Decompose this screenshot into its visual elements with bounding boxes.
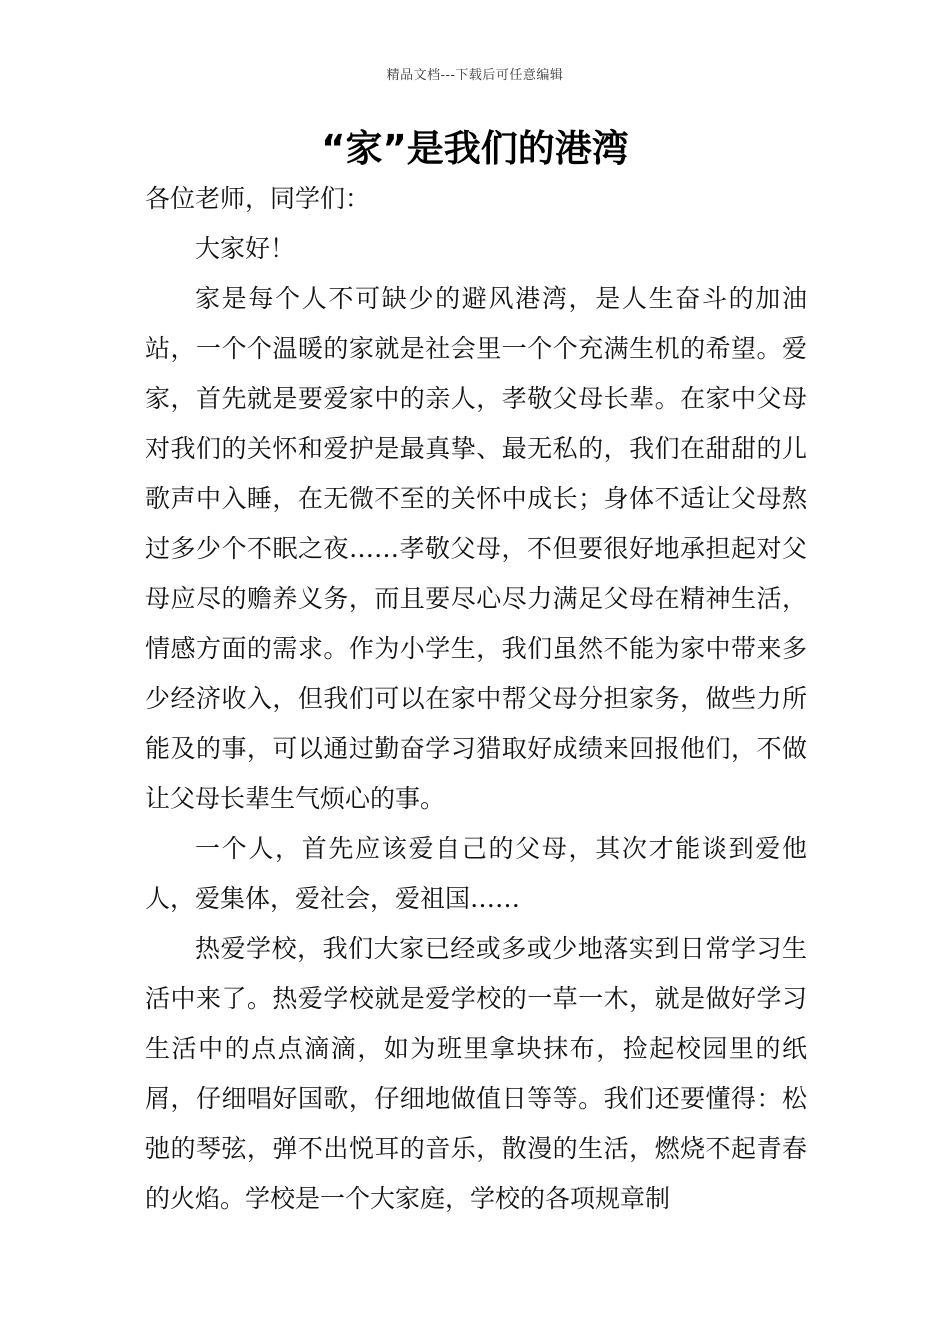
greeting: 大家好！: [195, 234, 296, 263]
document-title: “家”是我们的港湾: [321, 127, 629, 170]
salutation: 各位老师，同学们：: [145, 184, 371, 213]
paragraph: 家是每个人不可缺少的避风港湾，是人生奋斗的加油站，一个个温暖的家就是社会里一个个充满生机的希望。爱家，首先就是要爱家中的亲人，孝敬父母长辈。在家中父母对我们的关怀和爱护是最真挚、最无私的，我们在甜甜的儿歌声中入睡，在无微不至的关怀中成长；身体不适让父母熬过多少个不眠之夜……孝敬父母，不但要很好地承担起对父母应尽的赡养义务，而且要尽心尽力满足父母在精神生活，情感方面的需求。作为小学生，我们虽然不能为家中带来多少经济收入，但我们可以在家中帮父母分担家务，做些力所能及的事，可以通过勤奋学习猎取好成绩来回报他们，不做让父母长辈生气烦心的事。: [145, 284, 807, 813]
paragraph: 热爱学校，我们大家已经或多或少地落实到日常学习生活中来了。热爱学校就是爱学校的一草一木，就是做好学习生活中的点点滴滴，如为班里拿块抹布，捡起校园里的纸屑，仔细唱好国歌，仔细地做值日等等。我们还要懂得：松弛的琴弦，弹不出悦耳的音乐，散漫的生活，燃烧不起青春的火焰。学校是一个大家庭，学校的各项规章制: [145, 934, 807, 1213]
document-body: [145, 174, 807, 1224]
paragraph: 一个人，首先应该爱自己的父母，其次才能谈到爱他人，爱集体，爱社会，爱祖国……: [145, 834, 807, 913]
header-note: 精品文档---下载后可任意编辑: [386, 68, 564, 83]
